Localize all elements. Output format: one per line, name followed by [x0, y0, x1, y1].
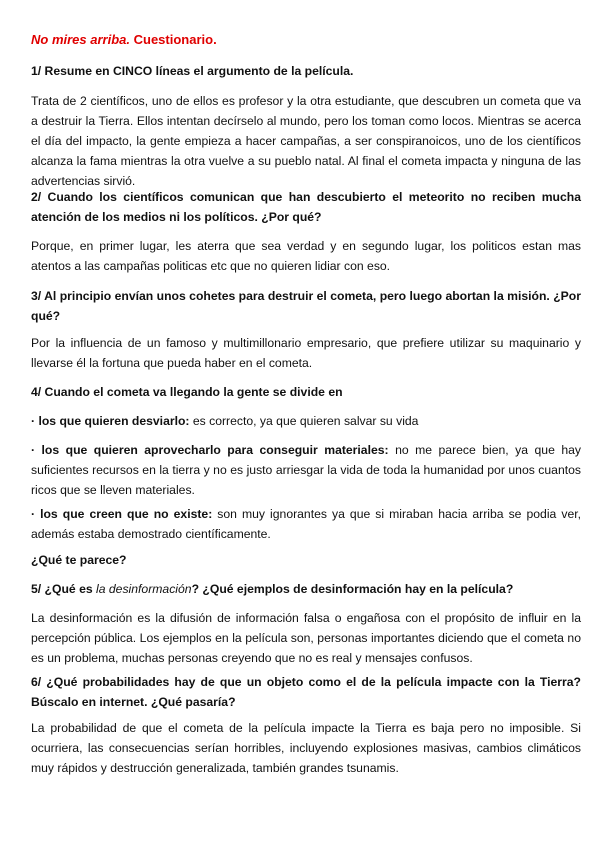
- question-4: 4/ Cuando el cometa va llegando la gente se divide en: [31, 385, 343, 399]
- answer-5: La desinformación es la difusión de información falsa o engañosa con el propósito de influir en la percepción pública. Los ejemplos en la película son, personas importantes diciendo que el cometa no es un problema, muchas personas creyendo que no es real y mensajes confusos.: [31, 611, 581, 665]
- answer-6: La probabilidad de que el cometa de la película impacte la Tierra es baja pero no imposible. Si ocurriera, las consecuencias serían horribles, incluyendo explosiones masivas, cambios climáticos muy rápidos y destrucción generalizada, también grandes tsunamis.: [31, 721, 581, 775]
- title-rest: Cuestionario.: [130, 32, 217, 47]
- question-3: 3/ Al principio envían unos cohetes para destruir el cometa, pero luego abortan la misión. ¿Por qué?: [31, 289, 581, 323]
- question-1: 1/ Resume en CINCO líneas el argumento de la película.: [31, 64, 354, 78]
- question-5: [31, 579, 581, 599]
- question-2: 2/ Cuando los científicos comunican que han descubierto el meteorito no reciben mucha atención de los medios ni los políticos. ¿Por qué?: [31, 190, 581, 224]
- q4-item1-answer: es correcto, ya que quieren salvar su vida: [189, 414, 419, 428]
- q4-item3-lead: · los que creen que no existe:: [31, 507, 213, 521]
- answer-1: Trata de 2 científicos, uno de ellos es profesor y la otra estudiante, que descubren un cometa que va a destruir la Tierra. Ellos intentan decírselo al mundo, pero los toman como locos. Mientras se acerca el día del impacto, la gente empieza a hacer campañas, a ser conspiranoicos, uno de los científicos alcanza la fama mientras la otra vuelve a su pueblo natal. Al final el cometa impacta y ninguna de las advertencias sirvió.: [31, 94, 581, 188]
- q5-question-post: ? ¿Qué ejemplos de desinformación hay en la película?: [191, 582, 514, 596]
- title-italic: No mires arriba.: [31, 32, 130, 47]
- q4-item3-answer: son muy ignorantes ya que si miraban hacia arriba se podia ver, además estaba demostrado científicamente.: [31, 507, 581, 541]
- answer-3: Por la influencia de un famoso y multimillonario empresario, que prefiere utilizar su maquinario y llevarse él la fortuna que pueda haber en el cometa.: [31, 336, 581, 370]
- q4-item1-lead: · los que quieren desviarlo:: [31, 414, 190, 428]
- q4-item-aprovecharlo: [31, 440, 581, 500]
- q4-closing: ¿Qué te parece?: [31, 553, 127, 567]
- q4-item-no-existe: [31, 504, 581, 544]
- q5-question-pre: 5/ ¿Qué es: [31, 582, 97, 596]
- answer-2: Porque, en primer lugar, les aterra que sea verdad y en segundo lugar, los politicos estan mas atentos a las campañas politicas etc que no quieren lidiar con eso.: [31, 239, 581, 273]
- q4-item-desviarlo: [31, 411, 581, 431]
- q4-item2-lead: · los que quieren aprovecharlo para conseguir materiales:: [31, 443, 389, 457]
- q5-question-em: la desinformación: [96, 582, 192, 596]
- document-title: [31, 30, 581, 50]
- question-6: 6/ ¿Qué probabilidades hay de que un objeto como el de la película impacte con la Tierra? Búscalo en internet. ¿Qué pasaría?: [31, 675, 581, 709]
- q4-item2-answer: no me parece bien, ya que hay suficientes recursos en la tierra y no es justo arriesgar la vida de toda la humanidad por unos cuantos ricos que se lleven materiales.: [31, 443, 581, 497]
